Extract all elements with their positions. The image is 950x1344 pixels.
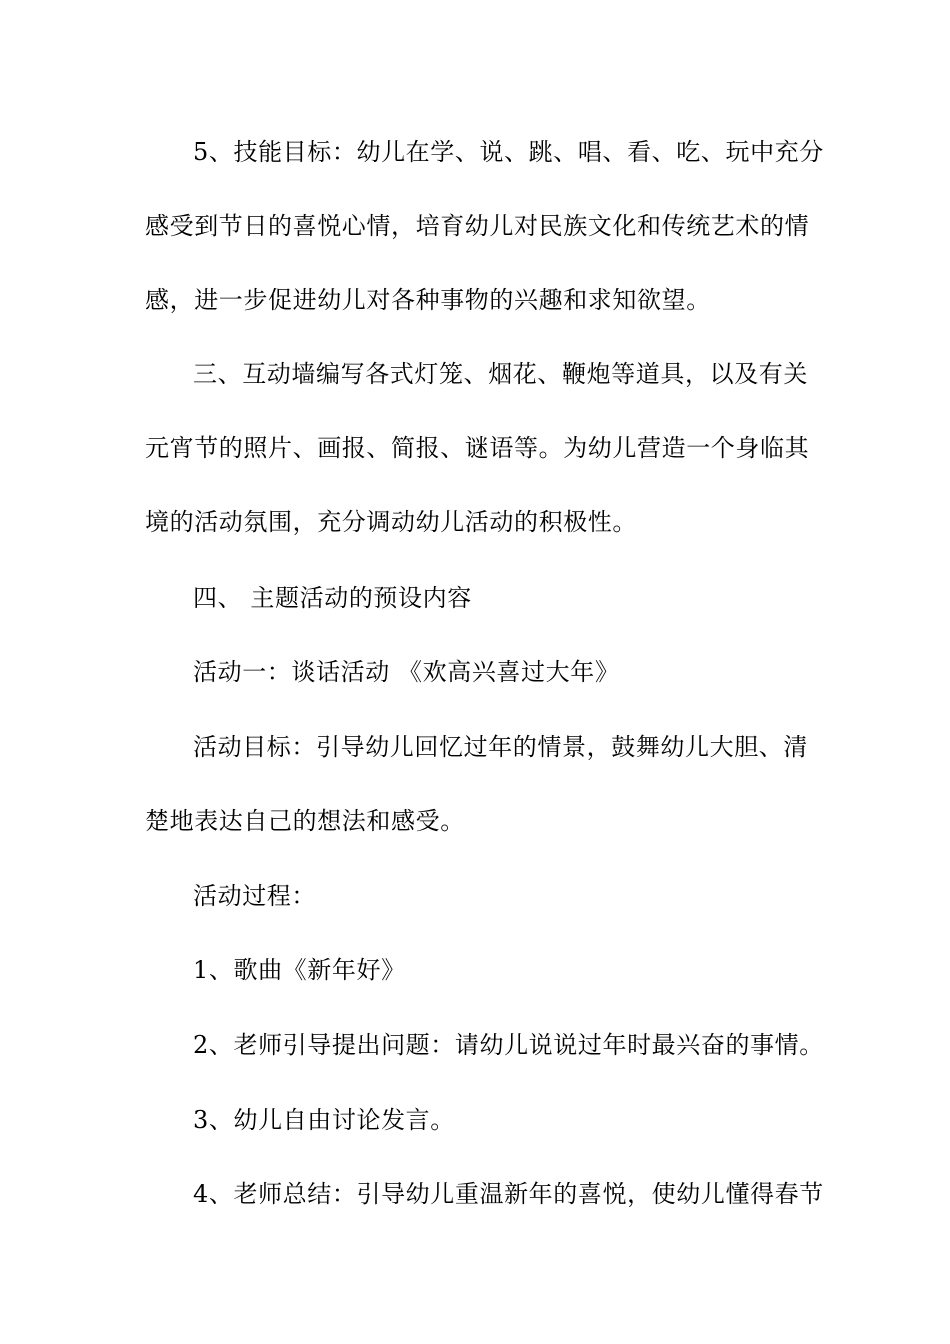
activity-title: 活动一：谈话活动 《欢高兴喜过大年》 bbox=[193, 658, 620, 686]
paragraph-line: 5、技能目标：幼儿在学、说、跳、唱、看、吃、玩中充分 bbox=[193, 138, 824, 166]
section-heading: 四、 主题活动的预设内容 bbox=[193, 584, 472, 612]
paragraph-line: 活动目标：引导幼儿回忆过年的情景，鼓舞幼儿大胆、清 bbox=[193, 733, 808, 761]
list-item: 3、幼儿自由讨论发言。 bbox=[193, 1106, 455, 1134]
list-item: 2、老师引导提出问题：请幼儿说说过年时最兴奋的事情。 bbox=[193, 1031, 824, 1059]
list-item: 4、老师总结：引导幼儿重温新年的喜悦，使幼儿懂得春节 bbox=[193, 1180, 824, 1208]
paragraph-line: 活动过程： bbox=[193, 882, 316, 910]
paragraph-line: 感，进一步促进幼儿对各种事物的兴趣和求知欲望。 bbox=[145, 286, 711, 314]
list-item: 1、歌曲《新年好》 bbox=[193, 956, 406, 984]
paragraph-line: 楚地表达自己的想法和感受。 bbox=[145, 807, 465, 835]
paragraph-line: 感受到节日的喜悦心情，培育幼儿对民族文化和传统艺术的情 bbox=[145, 212, 810, 240]
paragraph-line: 三、互动墙编写各式灯笼、烟花、鞭炮等道具，以及有关 bbox=[193, 360, 808, 388]
paragraph-line: 元宵节的照片、画报、简报、谜语等。为幼儿营造一个身临其 bbox=[145, 434, 810, 462]
paragraph-line: 境的活动氛围，充分调动幼儿活动的积极性。 bbox=[145, 508, 637, 536]
